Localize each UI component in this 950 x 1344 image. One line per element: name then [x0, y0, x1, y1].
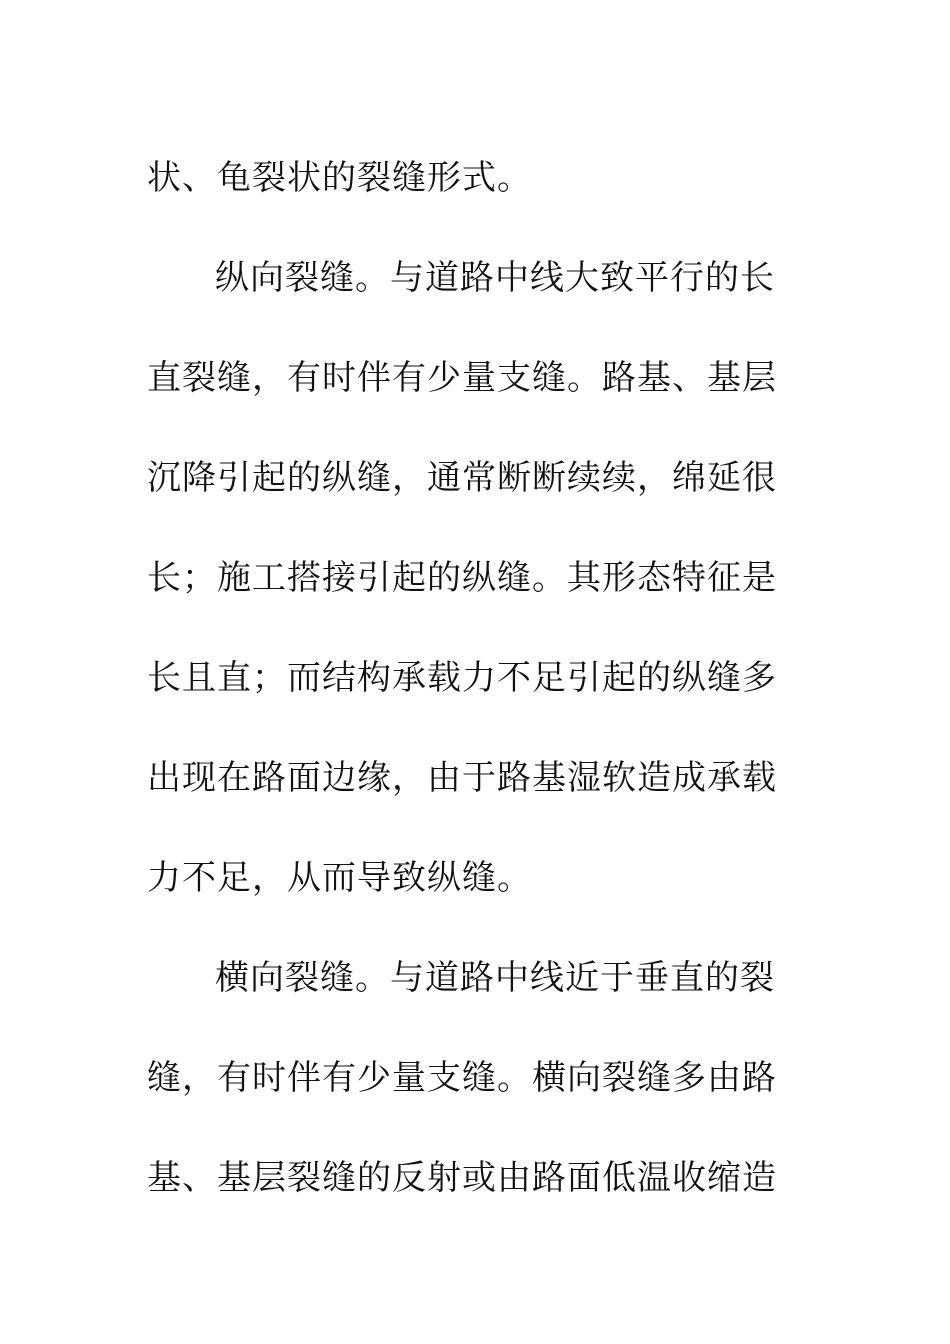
text-line-4: 沉降引起的纵缝，通常断断续续，绵延很 — [147, 458, 777, 498]
text-line-8: 力不足，从而导致纵缝。 — [147, 858, 532, 898]
document-body — [147, 128, 777, 1228]
text-line-10: 缝，有时伴有少量支缝。横向裂缝多由路 — [147, 1058, 777, 1098]
text-line-7: 出现在路面边缘，由于路基湿软造成承载 — [147, 758, 777, 798]
text-line-9: 横向裂缝。与道路中线近于垂直的裂 — [215, 958, 775, 998]
text-line-3: 直裂缝，有时伴有少量支缝。路基、基层 — [147, 358, 777, 398]
text-line-5: 长；施工搭接引起的纵缝。其形态特征是 — [147, 558, 777, 598]
text-line-2: 纵向裂缝。与道路中线大致平行的长 — [215, 258, 775, 298]
text-line-11: 基、基层裂缝的反射或由路面低温收缩造 — [147, 1158, 777, 1198]
text-line-1: 状、龟裂状的裂缝形式。 — [147, 158, 532, 198]
text-line-6: 长且直；而结构承载力不足引起的纵缝多 — [147, 658, 777, 698]
